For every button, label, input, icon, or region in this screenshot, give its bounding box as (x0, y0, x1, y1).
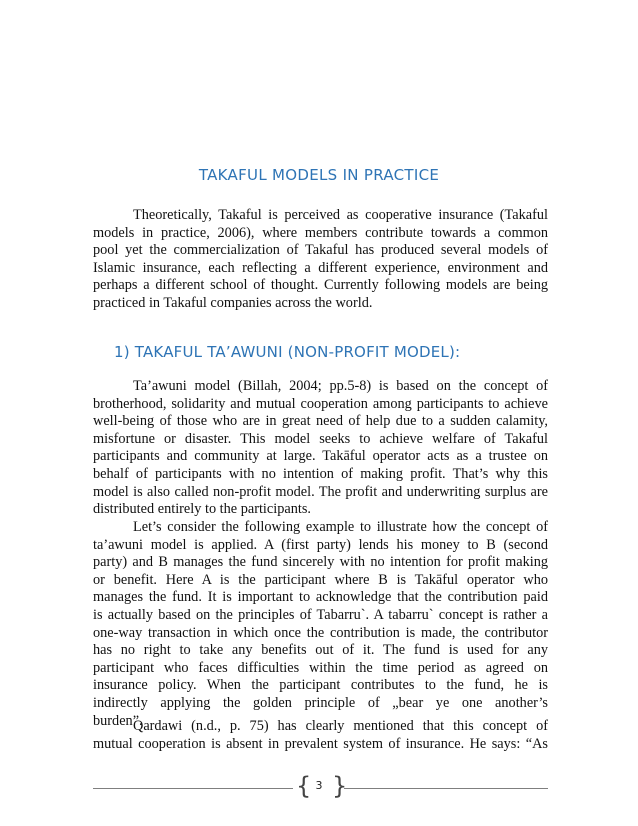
text-line: burden”. (93, 712, 143, 729)
paragraph-1 (93, 207, 548, 313)
text-line: participant who faces difficulties within the time period as agreed on (93, 659, 548, 676)
text-line: ta’awuni model is applied. A (first party) lends his money to B (second (93, 536, 548, 553)
footer-brace-right: } (332, 772, 348, 800)
page-number: 3 (315, 779, 323, 792)
subsection-heading: 1) TAKAFUL TA’AWUNI (NON-PROFIT MODEL): (114, 343, 461, 361)
text-line: one-way transaction in which once the contribution is made, the contributor (93, 624, 548, 641)
text-line: manages the fund. It is important to acknowledge that the contribution paid (93, 589, 548, 606)
text-line: practiced in Takaful companies across the world. (93, 294, 373, 311)
text-line: behalf of participants with no intention of making profit. That’s why this (93, 465, 548, 482)
text-line: indirectly applying the golden principle of „bear ye one another’s (93, 694, 548, 711)
text-line: misfortune or disaster. This model seeks to achieve welfare of Takaful (93, 430, 548, 447)
text-line: has no right to take any benefits out of it. The fund is used for any (93, 642, 548, 659)
text-line: mutual cooperation is absent in prevalent system of insurance. He says: “As (93, 735, 548, 752)
section-heading: TAKAFUL MODELS IN PRACTICE (198, 166, 440, 184)
text-line: pool yet the commercialization of Takaful has produced several models of (93, 242, 548, 259)
paragraph-3 (93, 519, 548, 730)
text-line: brotherhood, solidarity and mutual cooperation among participants to achieve (93, 395, 548, 412)
text-line: Let’s consider the following example to illustrate how the concept of (133, 519, 548, 535)
footer-rule-left (93, 788, 293, 789)
text-line: or benefit. Here A is the participant where B is Takāful operator who (93, 571, 548, 588)
text-line: Islamic insurance, each reflecting a different experience, environment and (93, 259, 548, 276)
paragraph-2 (93, 378, 548, 519)
footer-rule-right (344, 788, 548, 789)
text-line: models in practice, 2006), where members contribute towards a common (93, 224, 548, 241)
text-line: participants and community at large. Takāful operator acts as a trustee on (93, 448, 548, 465)
text-line: Qardawi (n.d., p. 75) has clearly mentioned that this concept of (133, 718, 548, 734)
text-line: insurance policy. When the participant contributes to the fund, he is (93, 677, 548, 694)
paragraph-4 (93, 718, 548, 753)
text-line: Ta’awuni model (Billah, 2004; pp.5-8) is based on the concept of (133, 378, 548, 394)
text-line: perhaps a different school of thought. Currently following models are being (93, 277, 548, 294)
text-line: well-being of those who are in great need of help due to a sudden calamity, (93, 413, 548, 430)
text-line: party) and B manages the fund sincerely with no intention for profit making (93, 554, 548, 571)
text-line: Theoretically, Takaful is perceived as cooperative insurance (Takaful (133, 207, 548, 223)
text-line: model is also called non-profit model. The profit and underwriting surplus are (93, 483, 548, 500)
footer-brace-left: { (296, 772, 312, 800)
text-line: distributed entirely to the participants. (93, 501, 311, 518)
text-line: is actually based on the principles of Tabarru`. A tabarru` concept is rather a (93, 606, 548, 623)
